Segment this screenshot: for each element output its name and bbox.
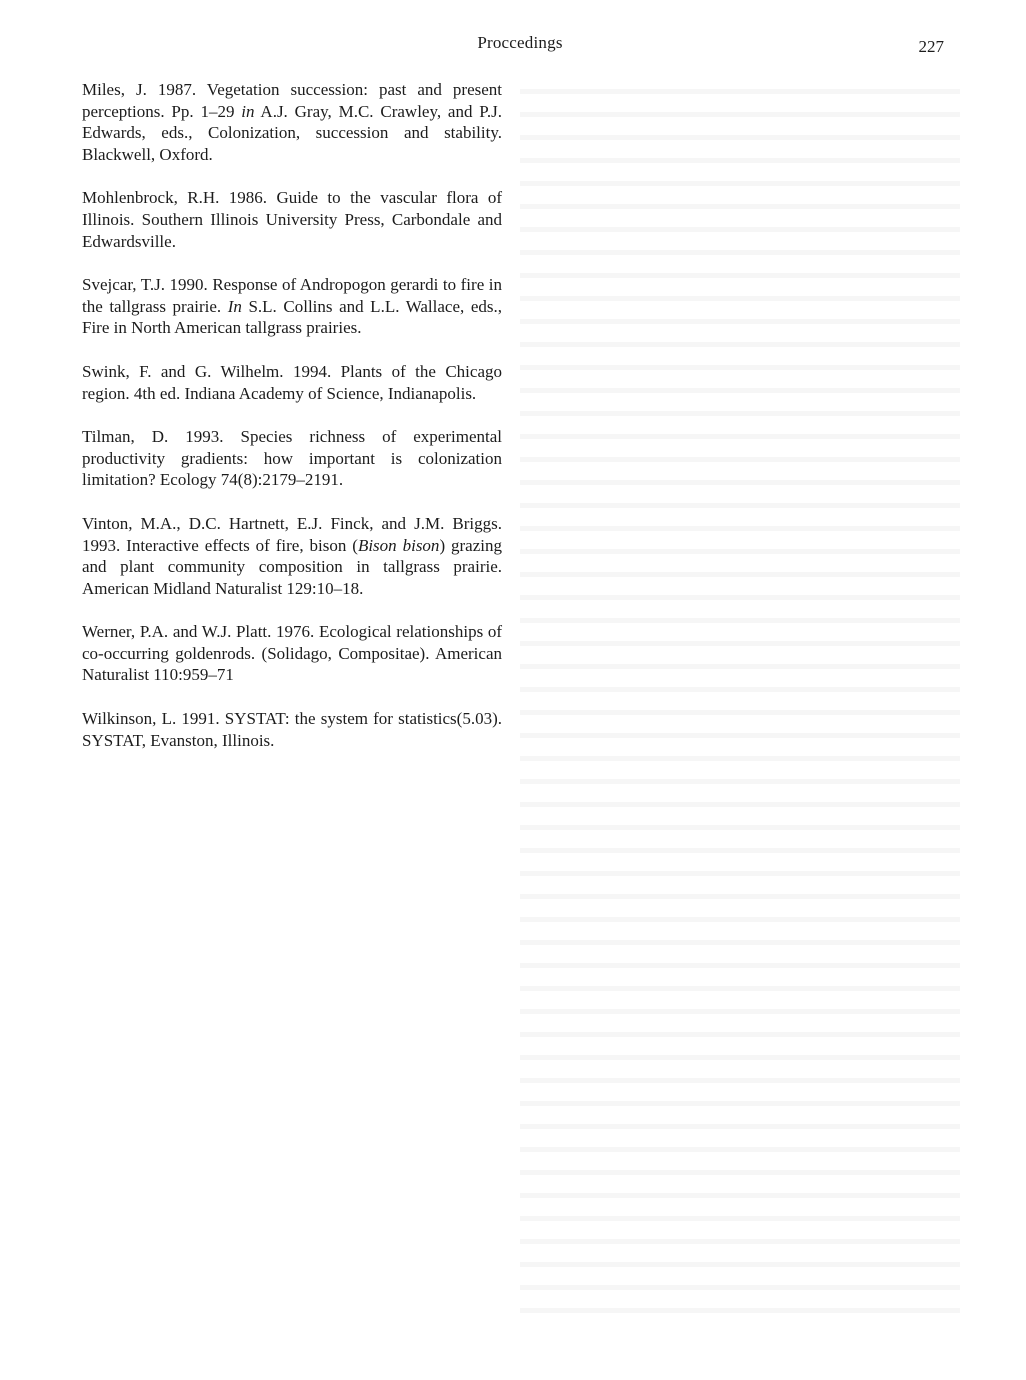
reference-list <box>82 79 502 773</box>
reference-entry: Werner, P.A. and W.J. Platt. 1976. Ecological relationships of co-occurring goldenrods. (Solidago, Compositae). American Naturalist 110:959–71 <box>82 622 502 685</box>
reference-entry: Mohlenbrock, R.H. 1986. Guide to the vascular flora of Illinois. Southern Illinois University Press, Carbondale and Edwardsville. <box>82 188 502 251</box>
bleed-through-background <box>520 80 960 1320</box>
reference-entry: Wilkinson, L. 1991. SYSTAT: the system for statistics(5.03). SYSTAT, Evanston, Illinois. <box>82 709 502 750</box>
running-head: Proccedings <box>477 33 563 52</box>
reference-entry: Vinton, M.A., D.C. Hartnett, E.J. Finck, and J.M. Briggs. 1993. Interactive effects of fire, bison (Bison bison) grazing and plant community composition in tallgrass prairie. American Midland Naturalist 129:10–18. <box>82 513 502 598</box>
page-number: 227 <box>918 37 944 56</box>
reference-entry: Svejcar, T.J. 1990. Response of Andropogon gerardi to fire in the tallgrass prairie. In S.L. Collins and L.L. Wallace, eds., Fire in North American tallgrass prairies. <box>82 275 502 338</box>
reference-entry: Miles, J. 1987. Vegetation succession: past and present perceptions. Pp. 1–29 in A.J. Gray, M.C. Crawley, and P.J. Edwards, eds., Colonization, succession and stability. Blackwell, Oxford. <box>82 80 502 164</box>
reference-entry: Swink, F. and G. Wilhelm. 1994. Plants of the Chicago region. 4th ed. Indiana Academy of Science, Indianapolis. <box>82 361 502 403</box>
reference-entry: Tilman, D. 1993. Species richness of experimental productivity gradients: how important is colonization limitation? Ecology 74(8):2179–2191. <box>82 427 502 490</box>
